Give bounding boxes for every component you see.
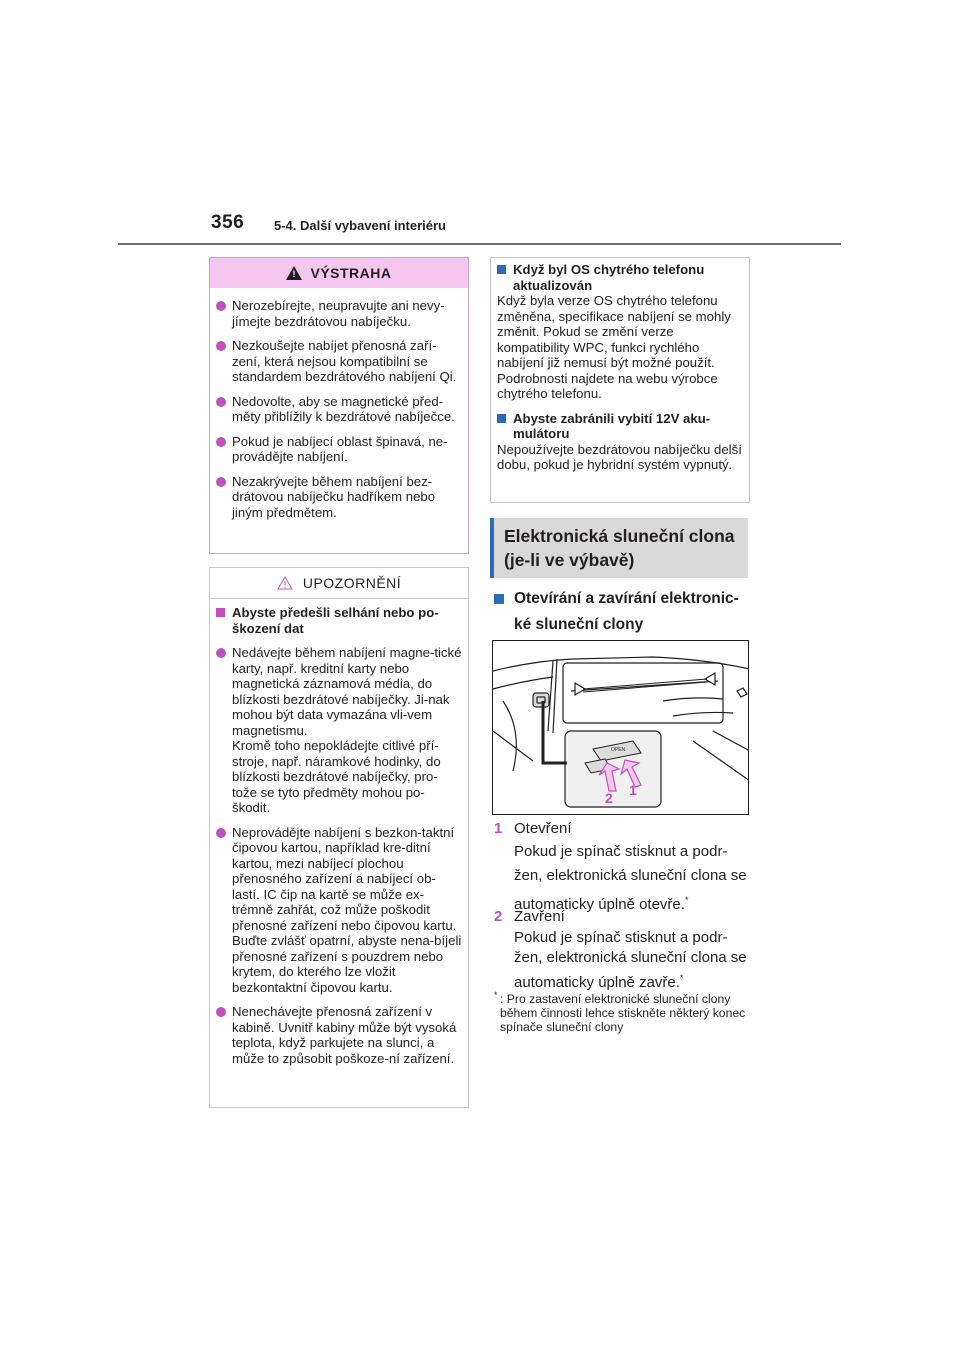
bullet-icon <box>216 828 226 838</box>
chapter-title: 5-4. Další vybavení interiéru <box>274 218 446 233</box>
info-title: Abyste zabránili vybití 12V aku-mulátoru <box>495 411 743 442</box>
caution-header <box>210 568 468 599</box>
step-title: Otevření <box>514 820 572 837</box>
warning-item: Nezkoušejte nabíjet přenosná zaří-zení, která nejsou kompatibilní se standardem bezdrátového nabíjení Qi. <box>214 338 462 385</box>
square-bullet-icon <box>497 414 506 423</box>
header-divider <box>118 243 841 245</box>
caution-item: Nenechávejte přenosná zařízení v kabině. Uvnitř kabiny může být vysoká teplota, když parkujete na slunci, a může to způsobit poškoze-ní zařízení. <box>214 1004 462 1066</box>
caution-title: UPOZORNĚNÍ <box>302 575 402 591</box>
caution-triangle-icon <box>277 576 293 590</box>
footnote: * : Pro zastavení elektronické sluneční clony během činnosti lehce stiskněte některý konec spínače sluneční clony <box>494 990 746 1034</box>
warning-box <box>209 257 469 554</box>
warning-item: Nedovolte, aby se magnetické před-měty přiblížily k bezdrátové nabíječce. <box>214 394 462 425</box>
bullet-icon <box>216 477 226 487</box>
caution-item-continued: Buďte zvlášť opatrní, abyste nena-bíjeli přenosné zařízení s pouzdrem nebo krytem, do kterého lze vložit bezkontaktní čipovou kartu. <box>232 933 462 995</box>
bullet-icon <box>216 397 226 407</box>
caution-subtitle: Abyste předešli selhání nebo po-škození dat <box>214 605 462 636</box>
callout-1: 1 <box>629 782 637 798</box>
info-box <box>490 257 750 503</box>
caution-item: Nedávejte během nabíjení magne-tické karty, např. kreditní karty nebo magnetická záznamová média, do blízkosti bezdrátové nabíječky. Ji-nak mohou být data vymazána vli-vem magnetismu. <box>214 645 462 738</box>
step-title: Zavření <box>514 908 565 925</box>
warning-item: Pokud je nabíjecí oblast špinavá, ne-provádějte nabíjení. <box>214 434 462 465</box>
warning-item: Nerozebírejte, neupravujte ani nevy-jímejte bezdrátovou nabíječku. <box>214 298 462 329</box>
caution-item-continued: Kromě toho nepokládejte citlivé pří-stroje, např. náramkové hodinky, do blízkosti bezdrátové nabíječky, pro-tože se tyto předměty mohou po-škodit. <box>232 738 441 815</box>
callout-2: 2 <box>605 790 613 806</box>
bullet-icon <box>216 1007 226 1017</box>
svg-text:OPEN: OPEN <box>611 747 626 753</box>
step-text: Pokud je spínač stisknut a podr-žen, elektronická sluneční clona se automaticky úplně zavře. <box>514 929 747 991</box>
bullet-icon <box>216 437 226 447</box>
warning-triangle-icon: ! <box>286 266 302 280</box>
square-bullet-icon <box>494 594 504 604</box>
warning-header <box>210 258 468 288</box>
step-close: 2 Zavření Pokud je spínač stisknut a podr-žen, elektronická sluneční clona se automaticky úplně zavře.* <box>494 906 754 993</box>
step-text: Pokud je spínač stisknut a podr-žen, elektronická sluneční clona se automaticky úplně otevře. <box>514 843 747 913</box>
section-heading: Elektronická sluneční clona (je-li ve výbavě) <box>490 518 748 578</box>
warning-title: VÝSTRAHA <box>310 265 392 281</box>
square-bullet-icon <box>497 265 506 274</box>
caution-item: Neprovádějte nabíjení s bezkon-taktní čipovou kartou, například kre-ditní kartou, mezi nabíjecí plochou přenosného zařízení a nabíjecí ob-lastí. IC čip na kartě se může ex-trémně zahřát, což může poškodit přenosné zařízení nebo čipovou kartu. <box>214 825 462 934</box>
step-open: 1 Otevření Pokud je spínač stisknut a podr-žen, elektronická sluneční clona se automaticky úplně otevře.* <box>494 818 754 917</box>
bullet-icon <box>216 341 226 351</box>
bullet-icon <box>216 648 226 658</box>
info-text: Když byla verze OS chytrého telefonu změněna, specifikace nabíjení se mohly změnit. Pokud se změní verze kompatibility WPC, funkci rychlého nabíjení již nemusí být možné použít. Podrobnosti najdete na webu výrobce chytrého telefonu. <box>497 293 731 401</box>
info-text: Nepoužívejte bezdrátovou nabíječku delší dobu, pokud je hybridní systém vypnutý. <box>497 441 742 472</box>
warning-item: Nezakrývejte během nabíjení bez-drátovou nabíječku hadříkem nebo jiným předmětem. <box>214 474 462 521</box>
page-number: 356 <box>211 212 245 233</box>
square-bullet-icon <box>216 608 225 617</box>
info-title: Když byl OS chytrého telefonu aktualizován <box>495 262 743 293</box>
caution-box <box>209 567 469 1108</box>
sunshade-switch-illustration <box>492 640 749 815</box>
subheading: Otevírání a zavírání elektronic- ké sluneční clony <box>492 586 752 638</box>
bullet-icon <box>216 301 226 311</box>
